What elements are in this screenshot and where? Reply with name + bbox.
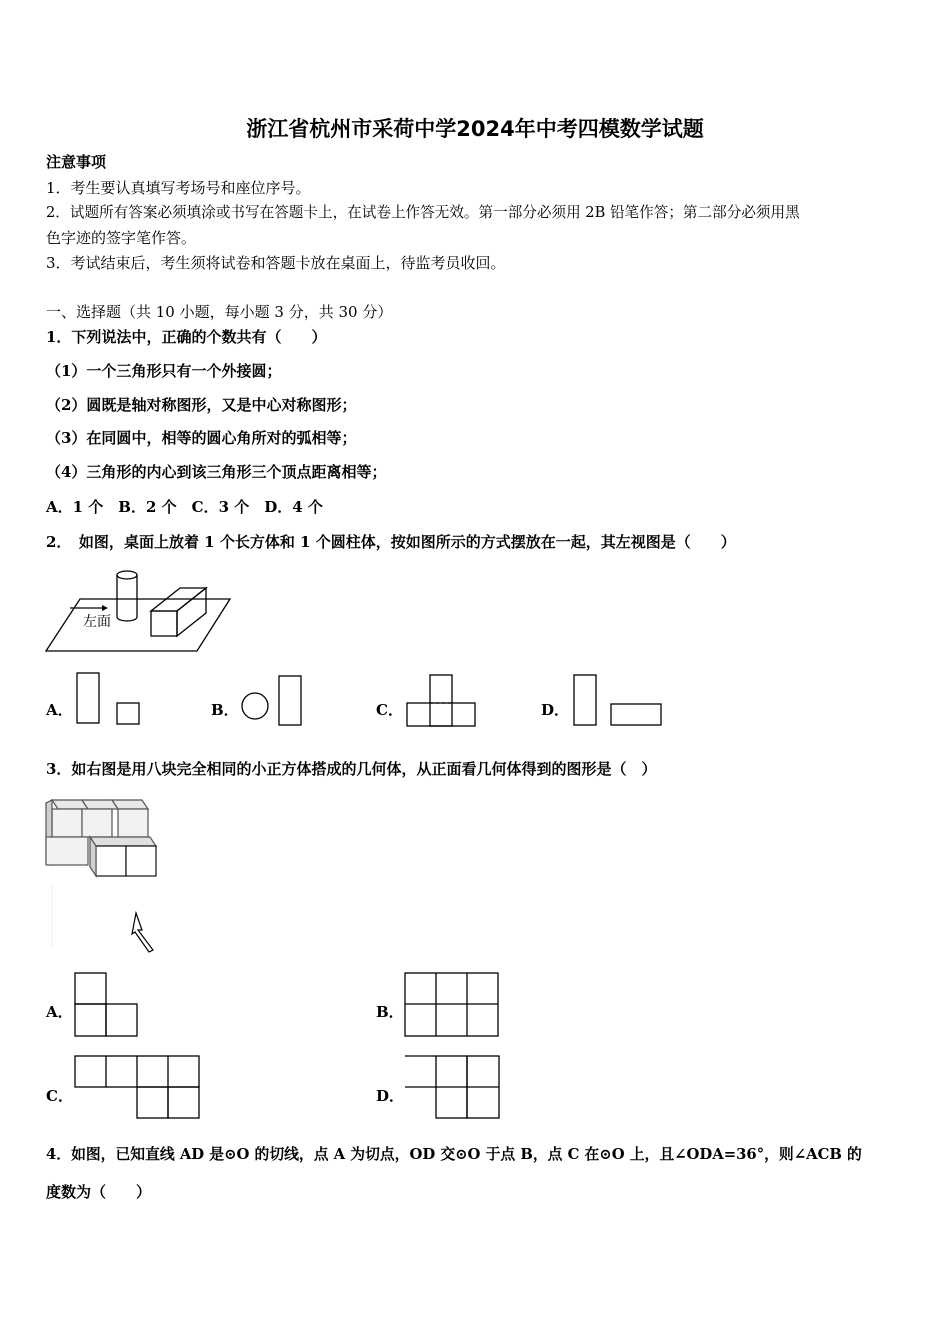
q1-options: A．1 个 B．2 个 C．3 个 D．4 个 xyxy=(46,498,323,516)
section-heading: 一、选择题（共 10 小题，每小题 3 分，共 30 分） xyxy=(46,303,393,321)
q1-statement-4: （4）三角形的内心到该三角形三个顶点距离相等； xyxy=(46,463,387,481)
notice-item-1: 1．考生要认真填写考场号和座位序号。 xyxy=(46,179,311,197)
cylinder-bottom xyxy=(117,617,137,621)
q3-option-a-label: A． xyxy=(46,1003,73,1021)
notice-heading: 注意事项 xyxy=(46,153,107,171)
q3-option-c-figure xyxy=(74,1055,204,1121)
q3-view-arrow xyxy=(132,913,153,952)
notice-item-3: 3．考试结束后，考生须将试卷和答题卡放在桌面上，待监考员收回。 xyxy=(46,254,506,272)
q1-statement-2: （2）圆既是轴对称图形，又是中心对称图形； xyxy=(46,396,357,414)
q3-option-c-label: C． xyxy=(46,1087,73,1105)
q3-stem: 3．如右图是用八块完全相同的小正方体搭成的几何体，从正面看几何体得到的图形是（ ） xyxy=(46,760,657,778)
q1-statement-3: （3）在同圆中，相等的圆心角所对的弧相等； xyxy=(46,429,357,447)
q2-option-d-label: D． xyxy=(541,701,570,719)
q2-option-c-label: C． xyxy=(376,701,403,719)
notice-item-2: 2．试题所有答案必须填涂或书写在答题卡上，在试卷上作答无效。第一部分必须用 2B 铅笔作答；第二部分必须用黑 xyxy=(46,204,800,221)
q1-stem: 1．下列说法中，正确的个数共有（ ） xyxy=(46,328,327,346)
q3-option-b-label: B． xyxy=(376,1003,404,1021)
q2-option-a-label: A． xyxy=(46,701,73,719)
cuboid-front xyxy=(151,611,177,636)
q3-option-a-figure xyxy=(74,972,140,1038)
q3-figure xyxy=(46,800,166,960)
q2-option-b-figure xyxy=(241,675,305,727)
q1-statement-1: （1）一个三角形只有一个外接圆； xyxy=(46,362,282,380)
q2-option-b-label: B． xyxy=(211,701,239,719)
cylinder-top xyxy=(117,571,137,579)
q4-stem: 4．如图，已知直线 AD 是⊙O 的切线，点 A 为切点，OD 交⊙O 于点 B，点 C 在⊙O 上，且∠ODA=36°，则∠ACB 的 xyxy=(46,1146,862,1163)
q2-option-c-figure xyxy=(406,674,478,728)
q2-stem: 2． 如图，桌面上放着 1 个长方体和 1 个圆柱体，按如图所示的方式摆放在一起，其左视图是（ ） xyxy=(46,533,736,551)
q2-figure-label: 左面 xyxy=(83,614,111,630)
q3-option-b-figure xyxy=(404,972,502,1038)
notice-item-2-cont: 色字迹的签字笔作答。 xyxy=(46,229,197,247)
table-top-shape xyxy=(46,599,230,651)
q4-stem-cont: 度数为（ ） xyxy=(46,1183,152,1201)
q3-option-d-label: D． xyxy=(376,1087,405,1105)
q3-option-d-figure xyxy=(404,1055,504,1121)
q2-option-a-figure xyxy=(76,672,146,728)
q2-option-d-figure xyxy=(573,674,665,728)
page-title: 浙江省杭州市采荷中学2024年中考四模数学试题 xyxy=(246,117,704,141)
q2-figure xyxy=(40,565,240,660)
